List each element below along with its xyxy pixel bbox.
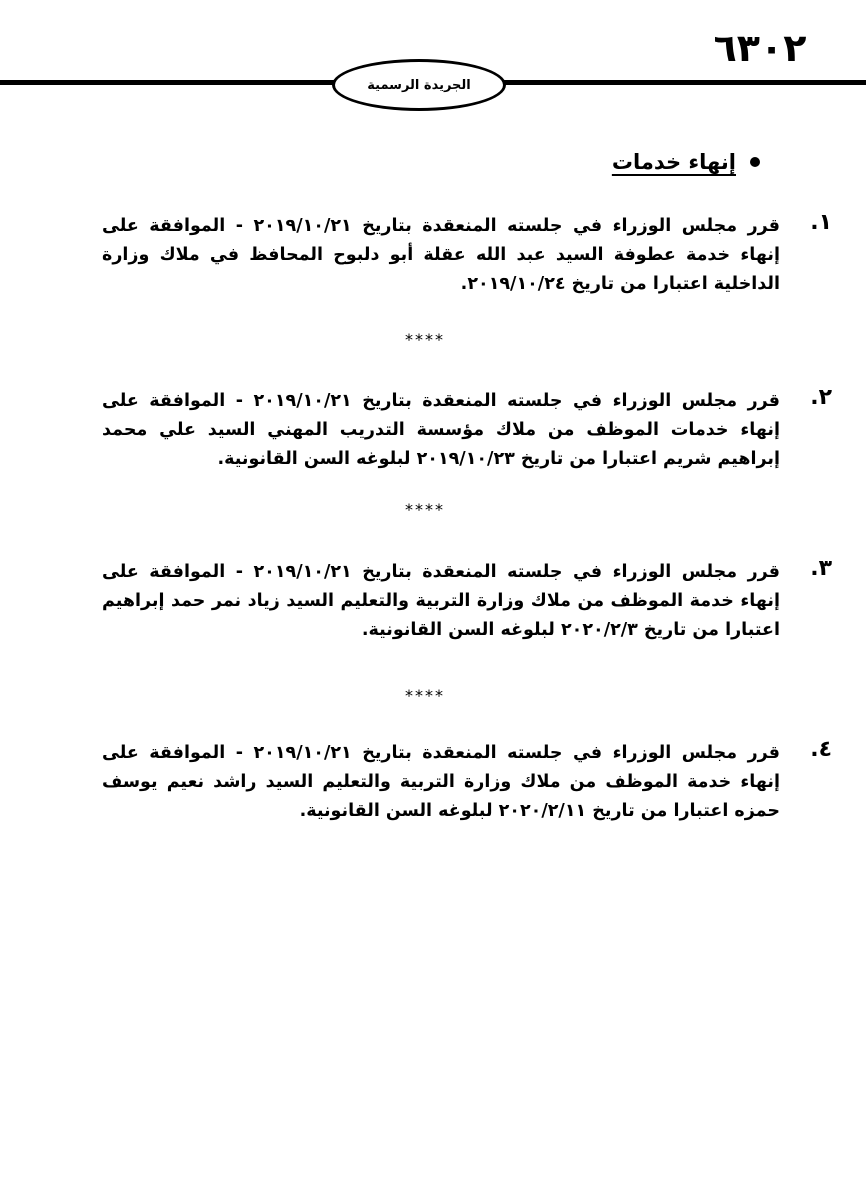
item-text: قرر مجلس الوزراء في جلسته المنعقدة بتاريخ ٢٠١٩/١٠/٢١ - الموافقة على إنهاء خدمة عطوفة السيد عبد الله عقلة أبو دلبوح المحافظ في ملاك وزارة الداخلية اعتبارا من تاريخ ٢٠١٩/١٠/٢٤. bbox=[102, 216, 780, 294]
separator: **** bbox=[405, 500, 445, 519]
bullet-icon bbox=[750, 157, 760, 167]
item-text: قرر مجلس الوزراء في جلسته المنعقدة بتاريخ ٢٠١٩/١٠/٢١ - الموافقة على إنهاء خدمات الموظف من ملاك مؤسسة التدريب المهني السيد علي محمد إبراهيم شريم اعتبارا من تاريخ ٢٠١٩/١٠/٢٣ لبلوغه السن القانونية. bbox=[102, 391, 780, 469]
separator: **** bbox=[405, 330, 445, 349]
section-title: إنهاء خدمات bbox=[611, 150, 736, 174]
gazette-label: الجريدة الرسمية bbox=[367, 77, 471, 93]
separator: **** bbox=[405, 686, 445, 705]
item-number: ٤. bbox=[810, 737, 832, 762]
section-heading bbox=[580, 150, 760, 174]
item-number: ٢. bbox=[810, 385, 832, 410]
decision-item-3 bbox=[0, 556, 832, 645]
gazette-header-oval bbox=[332, 59, 506, 111]
item-number: ١. bbox=[810, 210, 832, 235]
item-number: ٣. bbox=[810, 556, 832, 581]
item-text: قرر مجلس الوزراء في جلسته المنعقدة بتاريخ ٢٠١٩/١٠/٢١ - الموافقة على إنهاء خدمة الموظف من ملاك وزارة التربية والتعليم السيد راشد نعيم يوسف حمزه اعتبارا من تاريخ ٢٠٢٠/٢/١١ لبلوغه السن القانونية. bbox=[102, 743, 780, 821]
page-number: ٦٣٠٢ bbox=[713, 26, 807, 70]
decision-item-1 bbox=[0, 210, 832, 299]
decision-item-4 bbox=[0, 737, 832, 826]
decision-item-2 bbox=[0, 385, 832, 474]
item-text: قرر مجلس الوزراء في جلسته المنعقدة بتاريخ ٢٠١٩/١٠/٢١ - الموافقة على إنهاء خدمة الموظف من ملاك وزارة التربية والتعليم السيد زياد نمر حمد إبراهيم اعتبارا من تاريخ ٢٠٢٠/٢/٣ لبلوغه السن القانونية. bbox=[102, 562, 780, 640]
